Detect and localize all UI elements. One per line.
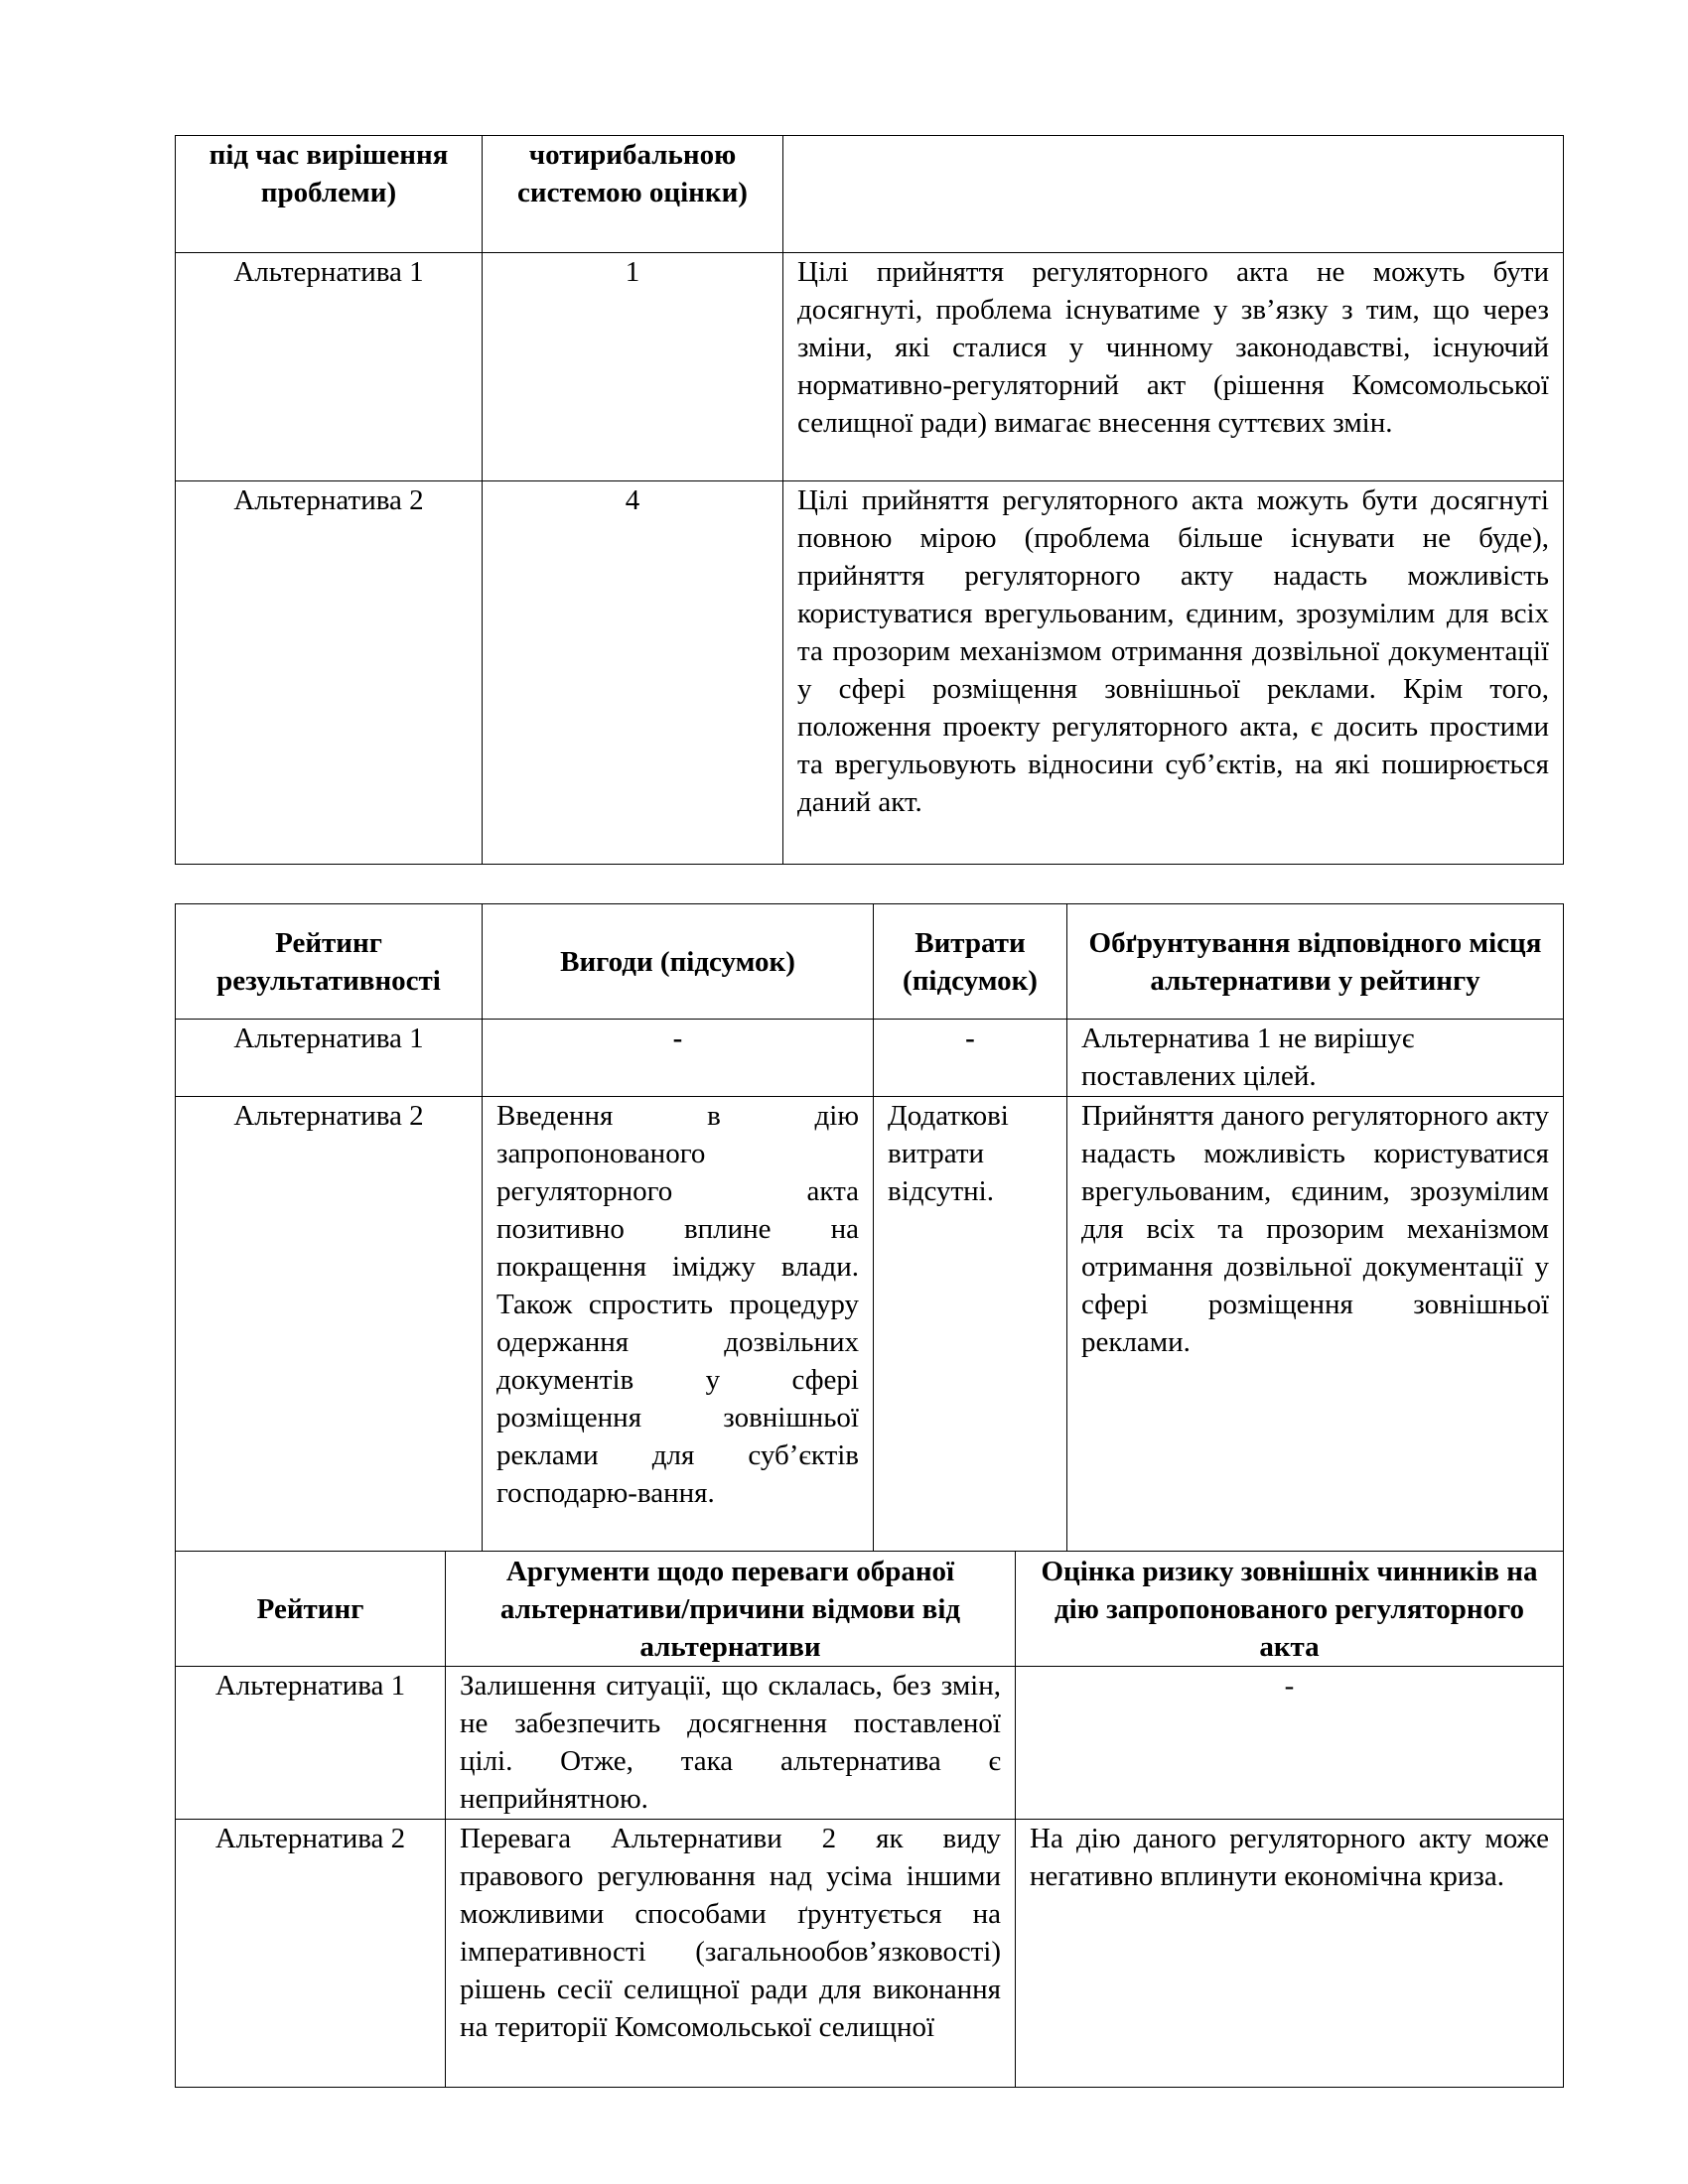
header-cell: Рейтинг результативності (176, 904, 483, 1020)
alternative-label: Альтернатива 1 (176, 1667, 446, 1820)
benefits-cell: Введення в дію запропонованого регуляторного акта позитивно вплине на покращення іміджу влади. Також спростить процедуру одержання дозвільних документів у сфері розміщення зовнішньої реклами для суб’єктів господарю-вання. (483, 1097, 874, 1552)
arguments-cell: Залишення ситуації, що склалась, без змін, не забезпечить досягнення поставленої цілі. Отже, така альтернатива є неприйнятною. (446, 1667, 1016, 1820)
table-row (176, 1820, 1564, 2088)
header-cell: під час вирішення проблеми) (176, 136, 483, 253)
alternative-label: Альтернатива 2 (176, 1820, 446, 2088)
header-cell (783, 136, 1564, 253)
costs-cell: Додаткові витрати відсутні. (874, 1097, 1067, 1552)
arguments-cell: Перевага Альтернативи 2 як виду правового регулювання над усіма іншими можливими способами ґрунтується на імперативності (загальнообов’язковості) рішень сесії селищної ради для виконання на території Комсомольської селищної (446, 1820, 1016, 2088)
effectiveness-rating-table (175, 903, 1564, 1552)
alternative-label: Альтернатива 1 (176, 253, 483, 481)
header-cell: Оцінка ризику зовнішніх чинників на дію запропонованого регуляторного акта (1016, 1552, 1564, 1667)
justification-cell: Альтернатива 1 не вирішує поставлених цілей. (1067, 1020, 1564, 1097)
table-row (176, 1667, 1564, 1820)
table-header-row (176, 136, 1564, 253)
table-row (176, 481, 1564, 865)
risk-assessment-table (175, 1551, 1564, 2088)
alternative-label: Альтернатива 1 (176, 1020, 483, 1097)
alternative-score: 4 (483, 481, 783, 865)
alternative-comment: Цілі прийняття регуляторного акта не можуть бути досягнуті, проблема існуватиме у зв’язку з тим, що через зміни, які сталися у чинному законодавстві, існуючий нормативно-регуляторний акт (рішення Комсомольської селищної ради) вимагає внесення суттєвих змін. (783, 253, 1564, 481)
table-row (176, 253, 1564, 481)
alternative-score: 1 (483, 253, 783, 481)
risk-cell: На дію даного регуляторного акту може негативно вплинути економічна криза. (1016, 1820, 1564, 2088)
header-cell: Витрати (підсумок) (874, 904, 1067, 1020)
header-cell: Рейтинг (176, 1552, 446, 1667)
table-header-row (176, 1552, 1564, 1667)
header-cell: Обґрунтування відповідного місця альтернативи у рейтингу (1067, 904, 1564, 1020)
table-row (176, 1097, 1564, 1552)
header-cell: чотирибальною системою оцінки) (483, 136, 783, 253)
alternatives-score-table (175, 135, 1564, 865)
alternative-label: Альтернатива 2 (176, 1097, 483, 1552)
header-cell: Вигоди (підсумок) (483, 904, 874, 1020)
header-cell: Аргументи щодо переваги обраної альтернативи/причини відмови від альтернативи (446, 1552, 1016, 1667)
table-row (176, 1020, 1564, 1097)
alternative-comment: Цілі прийняття регуляторного акта можуть бути досягнуті повною мірою (проблема більше існувати не буде), прийняття регуляторного акту надасть можливість користуватися врегульованим, єдиним, зрозумілим для всіх та прозорим механізмом отримання дозвільної документації у сфері розміщення зовнішньої реклами. Крім того, положення проекту регуляторного акта, є досить простими та врегульовують відносини суб’єктів, на які поширюється даний акт. (783, 481, 1564, 865)
table-header-row (176, 904, 1564, 1020)
benefits-cell: - (483, 1020, 874, 1097)
alternative-label: Альтернатива 2 (176, 481, 483, 865)
risk-cell: - (1016, 1667, 1564, 1820)
costs-cell: - (874, 1020, 1067, 1097)
justification-cell: Прийняття даного регуляторного акту надасть можливість користуватися врегульованим, єдиним, зрозумілим для всіх та прозорим механізмом отримання дозвільної документації у сфері розміщення зовнішньої реклами. (1067, 1097, 1564, 1552)
